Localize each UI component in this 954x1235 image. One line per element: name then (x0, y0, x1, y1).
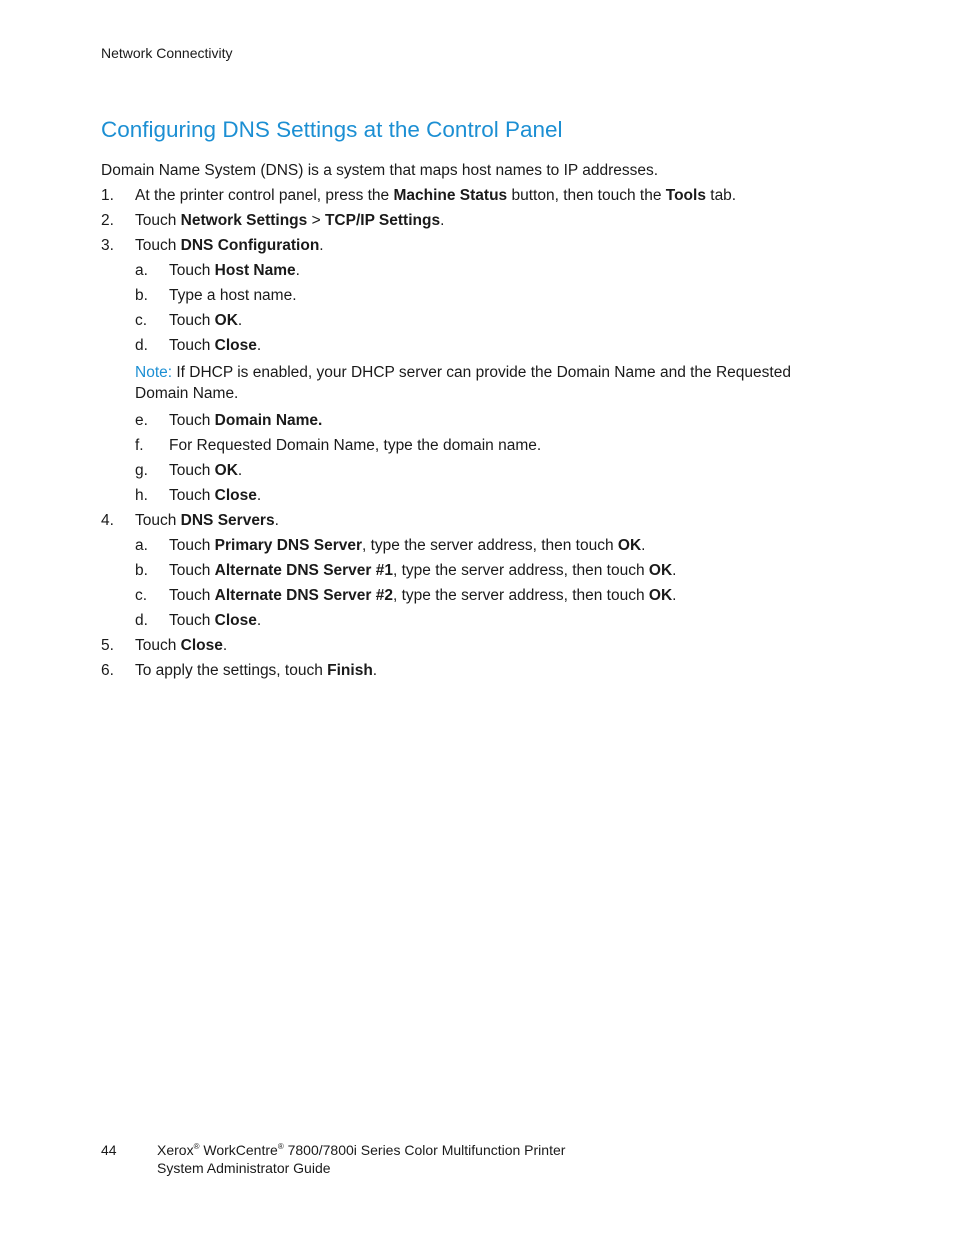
substep-text (169, 608, 261, 633)
step-text (135, 233, 324, 258)
ui-term: DNS Configuration (180, 237, 320, 254)
substep-letter: g. (135, 462, 148, 479)
substep-4d (101, 608, 841, 633)
text-run: . (440, 212, 445, 229)
substep-text (169, 583, 676, 608)
step-text (135, 508, 279, 533)
substep-3c (101, 308, 841, 333)
substep-3e (101, 408, 841, 433)
footer-model: 7800/7800i Series Color Multifunction Printer (283, 1142, 566, 1158)
step-5 (101, 633, 841, 658)
ui-term: OK (214, 462, 238, 479)
text-run: Touch (169, 562, 215, 579)
step-number: 4. (101, 512, 114, 529)
substep-3h (101, 483, 841, 508)
footer-product: WorkCentre (199, 1142, 278, 1158)
footer-guide-title: System Administrator Guide (157, 1160, 331, 1176)
text-run: tab. (705, 187, 737, 204)
step-number: 2. (101, 212, 114, 229)
substep-text (169, 283, 297, 308)
ui-term: Primary DNS Server (214, 537, 363, 554)
text-run: . (274, 512, 279, 529)
text-run: , type the server address, then touch (362, 537, 618, 554)
text-run: . (295, 262, 300, 279)
ui-term: OK (648, 562, 673, 579)
text-run: . (319, 237, 324, 254)
text-run: Touch (135, 237, 181, 254)
substep-text (169, 558, 676, 583)
text-run: button, then touch the (507, 187, 666, 204)
text-run: Touch (169, 462, 215, 479)
text-run: Touch (169, 412, 215, 429)
substep-3a (101, 258, 841, 283)
ui-term: Alternate DNS Server #2 (214, 587, 394, 604)
substep-text (169, 483, 261, 508)
text-run: > (307, 212, 325, 229)
substep-letter: b. (135, 562, 148, 579)
text-run: , type the server address, then touch (393, 562, 649, 579)
text-run: Touch (169, 312, 215, 329)
footer-brand: Xerox (157, 1142, 194, 1158)
ui-term: Finish (327, 662, 373, 679)
substep-text (169, 458, 242, 483)
text-run: . (237, 312, 243, 329)
substep-4b (101, 558, 841, 583)
ui-term: Close (214, 487, 257, 504)
running-header: Network Connectivity (101, 45, 233, 61)
section-title: Configuring DNS Settings at the Control Panel (101, 117, 563, 142)
ui-term: Close (180, 637, 223, 654)
substep-text (169, 433, 541, 458)
substep-text (169, 308, 242, 333)
text-run: . (256, 337, 262, 354)
text-run: Touch (135, 212, 181, 229)
note-label: Note: (135, 364, 173, 381)
note-paragraph (135, 358, 825, 408)
ui-term: Network Settings (180, 212, 308, 229)
text-run: Touch (169, 337, 215, 354)
text-run: . (237, 462, 243, 479)
substep-text (169, 258, 300, 283)
ui-term: Close (214, 612, 257, 629)
ui-term: Host Name (214, 262, 296, 279)
note-text: If DHCP is enabled, your DHCP server can provide the Domain Name and the Requested Domain Name. (135, 364, 791, 402)
text-run: Touch (135, 512, 181, 529)
text-run: . (672, 587, 677, 604)
step-number: 6. (101, 662, 114, 679)
substep-letter: c. (135, 312, 148, 329)
text-run: . (256, 487, 262, 504)
substep-4a (101, 533, 841, 558)
substep-letter: c. (135, 587, 148, 604)
substep-letter: a. (135, 262, 148, 279)
text-run: Touch (135, 637, 181, 654)
step-text (135, 183, 736, 208)
ui-term: OK (214, 312, 238, 329)
text-run: . (222, 637, 228, 654)
text-run: , type the server address, then touch (393, 587, 649, 604)
step-4 (101, 508, 841, 533)
footer-product-line (157, 1141, 565, 1159)
step-text (135, 208, 444, 233)
substep-3f (101, 433, 841, 458)
content-body (101, 158, 841, 683)
substep-4c (101, 583, 841, 608)
text-run: Touch (169, 537, 215, 554)
substep-3d (101, 333, 841, 358)
text-run: . (641, 537, 646, 554)
substep-letter: d. (135, 337, 148, 354)
footer-product-info (157, 1141, 565, 1177)
substep-letter: f. (135, 437, 144, 454)
substep-letter: h. (135, 487, 148, 504)
registered-mark: ® (193, 1142, 200, 1151)
step-3 (101, 233, 841, 258)
step-6 (101, 658, 841, 683)
ui-term: Tools (665, 187, 706, 204)
text-run: At the printer control panel, press the (135, 187, 394, 204)
text-run: For Requested Domain Name, type the domain name. (169, 437, 542, 454)
intro-text: Domain Name System (DNS) is a system that maps host names to IP addresses. (101, 162, 659, 179)
step-number: 1. (101, 187, 114, 204)
ui-term: Machine Status (393, 187, 508, 204)
text-run: Touch (169, 262, 215, 279)
ui-term: Domain Name. (214, 412, 323, 429)
registered-mark: ® (277, 1142, 284, 1151)
step-text (135, 633, 227, 658)
substep-3g (101, 458, 841, 483)
ui-term: Alternate DNS Server #1 (214, 562, 394, 579)
intro-paragraph (101, 158, 841, 183)
substep-letter: b. (135, 287, 148, 304)
substep-text (169, 333, 261, 358)
step-2 (101, 208, 841, 233)
text-run: . (256, 612, 262, 629)
step-text (135, 658, 377, 683)
step-number: 5. (101, 637, 114, 654)
page-number: 44 (101, 1142, 117, 1158)
substep-text (169, 408, 322, 433)
substep-letter: a. (135, 537, 148, 554)
text-run: Touch (169, 587, 215, 604)
substep-letter: e. (135, 412, 148, 429)
substep-3b (101, 283, 841, 308)
ui-term: DNS Servers (180, 512, 275, 529)
ui-term: OK (617, 537, 642, 554)
ui-term: TCP/IP Settings (324, 212, 441, 229)
ui-term: OK (648, 587, 673, 604)
text-run: . (372, 662, 378, 679)
substep-letter: d. (135, 612, 148, 629)
text-run: . (672, 562, 677, 579)
substep-text (169, 533, 645, 558)
text-run: Touch (169, 612, 215, 629)
step-number: 3. (101, 237, 114, 254)
text-run: To apply the settings, touch (135, 662, 328, 679)
ui-term: Close (214, 337, 257, 354)
step-1 (101, 183, 841, 208)
text-run: Touch (169, 487, 215, 504)
text-run: Type a host name. (169, 287, 297, 304)
